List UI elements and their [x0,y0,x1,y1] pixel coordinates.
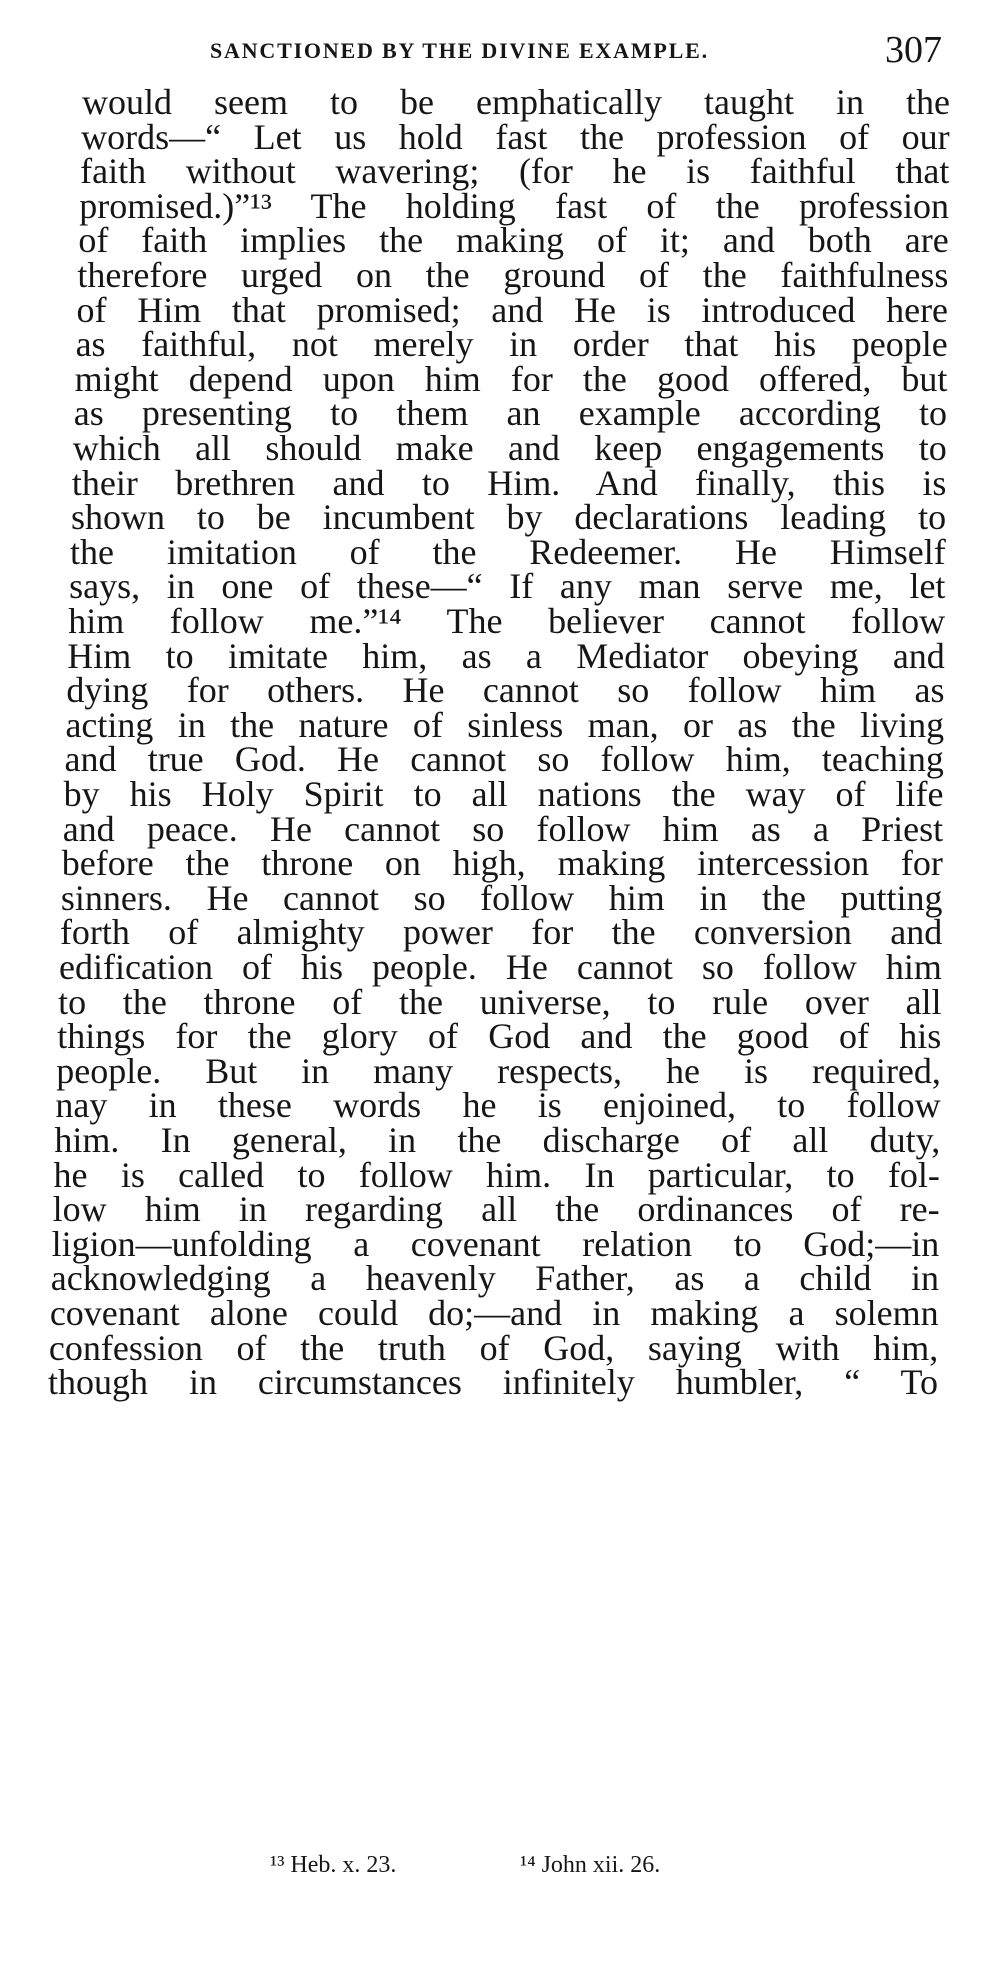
text-line: therefore urged on the ground of the faithfulness [77,255,949,295]
text-line: dying for others. He cannot so follow him as [66,670,945,711]
text-line: would seem to be emphatically taught in the [82,82,950,122]
text-line: says, in one of these—“ If any man serve me, let [69,566,946,607]
text-line: as faithful, not merely in order that his people [75,324,948,365]
text-line: might depend upon him for the good offered, but [74,358,948,399]
text-line: though in circumstances infinitely humbler, “ To [48,1362,938,1403]
text-line: Him to imitate him, as a Mediator obeying and [67,635,945,676]
text-line: before the throne on high, making intercession for [61,843,943,884]
text-line: to the throne of the universe, to rule over all [58,981,942,1022]
text-line: their brethren and to Him. And finally, this is [71,462,947,503]
text-line: and true God. He cannot so follow him, teaching [64,739,944,780]
text-line: words—“ Let us hold fast the profession of our [81,116,950,157]
text-line: as presenting to them an example according to [73,393,948,434]
text-line: him. In general, in the discharge of all duty, [54,1120,941,1160]
running-header: SANCTIONED BY THE DIVINE EXAMPLE. [210,38,709,63]
footnote-14: ¹⁴ John xii. 26. [520,1852,661,1878]
text-line: edification of his people. He cannot so follow him [59,947,942,987]
text-line: ligion—unfolding a covenant relation to God;—in [51,1223,940,1264]
text-line: of faith implies the making of it; and both are [78,220,949,261]
text-line: him follow me.”¹⁴ The believer cannot follow [68,601,946,641]
footnote-13: ¹³ Heb. x. 23. [270,1852,397,1878]
text-line: the imitation of the Redeemer. He Himself [70,531,946,572]
text-line: acknowledging a heavenly Father, as a child in [50,1258,939,1299]
text-line: low him in regarding all the ordinances of re- [52,1189,940,1230]
text-line: acting in the nature of sinless man, or as the living [65,704,945,745]
text-line: and peace. He cannot so follow him as a Priest [62,808,944,849]
page-number: 307 [885,29,942,71]
text-line: sinners. He cannot so follow him in the putting [60,877,943,918]
text-line: he is called to follow him. In particular, to fol- [53,1154,940,1195]
text-line: forth of almighty power for the conversion and [59,912,943,953]
text-line: faith without wavering; (for he is faithful that [80,151,950,192]
text-line: shown to be incumbent by declarations leading to [70,497,947,538]
text-line: people. But in many respects, he is required, [56,1050,941,1091]
text-line: confession of the truth of God, saying with him, [48,1327,939,1368]
text-line: nay in these words he is enjoined, to follow [55,1085,941,1126]
text-line: promised.)”¹³ The holding fast of the profession [79,185,950,226]
text-line: things for the glory of God and the good of his [57,1016,942,1057]
text-line: of Him that promised; and He is introduced here [76,289,949,330]
text-line: covenant alone could do;—and in making a solemn [49,1293,939,1333]
text-line: which all should make and keep engagements to [72,428,947,468]
text-line: by his Holy Spirit to all nations the way of life [63,774,944,814]
